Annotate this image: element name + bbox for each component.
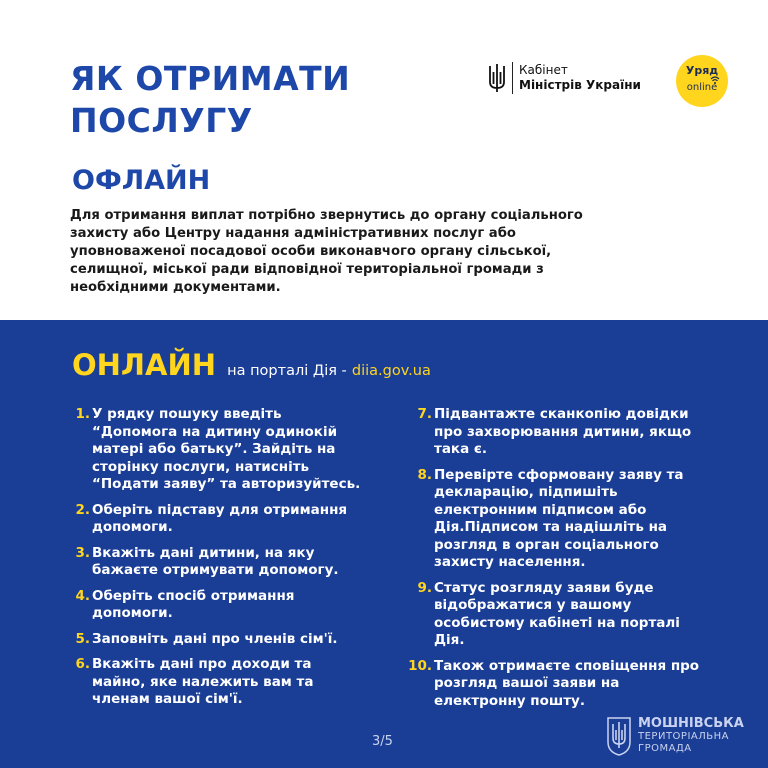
hromada-sub-1: ТЕРИТОРІАЛЬНА [638,731,729,742]
step-item: 3. Вкажіть дані дитини, на яку бажаєте отримувати допомогу. [75,544,339,578]
title-line-2: ПОСЛУГУ [70,101,253,140]
step-item: 1. У рядку пошуку введіть “Допомога на дитину одинокій матері або батьку”. Зайдіть на сторінку послуги, натисніть “Подати заяву” та авторизуйтесь. [75,406,361,492]
step-item: 9. Статус розгляду заяви буде відображатися у вашому особистому кабінеті на порталі Дія. [417,579,680,648]
uryad-online-logo [676,55,728,107]
hromada-name: МОШНІВСЬКА [638,716,744,731]
online-heading-row [72,348,431,382]
steps-left-column [68,406,368,717]
steps-right-column [410,406,710,718]
cabinet-line-2: Міністрів України [519,78,641,92]
step-item: 5. Заповніть дані про членів сім'ї. [75,630,338,647]
trident-icon [486,62,508,94]
offline-heading: ОФЛАЙН [72,165,211,196]
step-item: 2. Оберіть підставу для отримання допомоги. [75,501,348,535]
hromada-logo [606,716,744,756]
page-title [70,58,350,142]
step-item: 10. Також отримаєте сповіщення про розгляд вашої заяви на електронну пошту. [408,657,700,709]
cabinet-logo [486,62,641,94]
uryad-line-1: Уряд [685,64,719,77]
page-indicator: 3/5 [372,734,393,749]
diia-link[interactable]: diia.gov.ua [351,363,431,379]
step-item: 4. Оберіть спосіб отримання допомоги. [75,587,295,621]
offline-text: Для отримання виплат потрібно звернутись до органу соціального захисту або Центру надання адміністративних послуг або уповноваженої посадової особи виконавчого органу сільської, селищної, міської ради відповідної територіальної громади з необхідними документами. [70,208,583,295]
uryad-line-2: online [686,82,718,93]
step-item: 7. Підвантажте сканкопію довідки про захворювання дитини, якщо така є. [417,406,692,457]
step-item: 6. Вкажіть дані про доходи та майно, яке належить вам та членам вашої сім'ї. [75,656,314,707]
online-subheading: на порталі Дія - [227,363,347,379]
cabinet-line-1: Кабінет [519,63,568,77]
hromada-sub-2: ГРОМАДА [638,743,692,754]
title-line-1: ЯК ОТРИМАТИ [70,59,351,98]
online-heading: ОНЛАЙН [72,348,216,382]
cabinet-divider [512,62,513,94]
coat-of-arms-icon [606,716,632,756]
step-item: 8. Перевірте сформовану заяву та декларацію, підпишіть електронним підписом або Дія.Підписом та надішліть на розгляд в орган соціального захисту населення. [417,466,684,570]
